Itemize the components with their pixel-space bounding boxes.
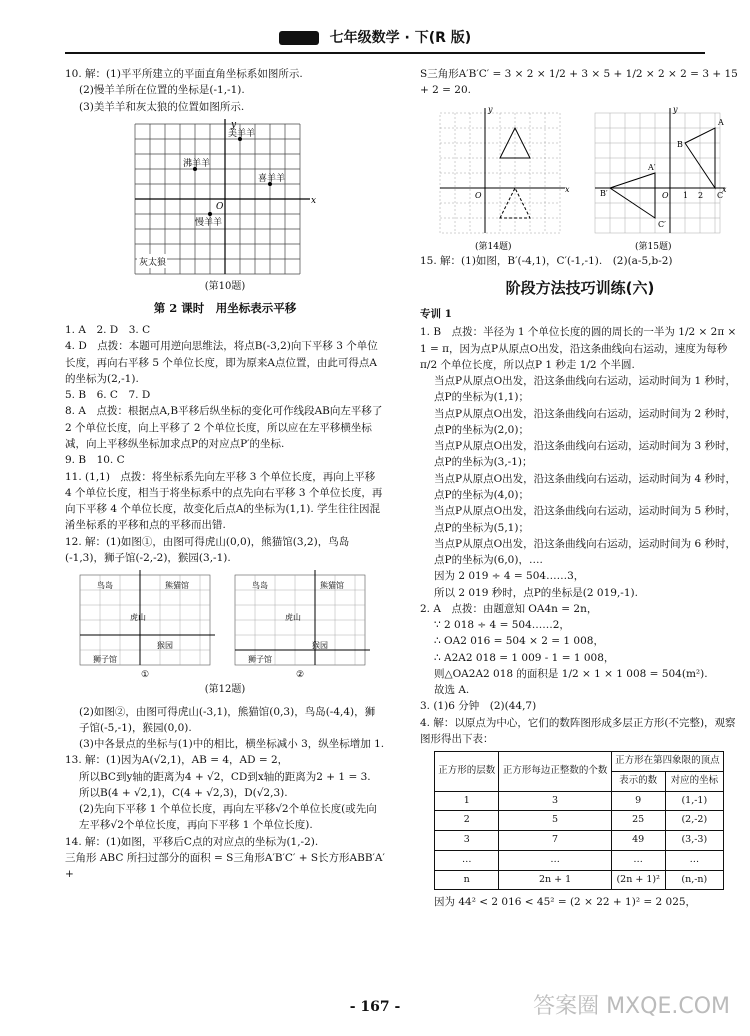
answer-line-9: 9. B 10. C <box>65 454 125 467</box>
figure-12-maps <box>75 570 375 680</box>
table-header-layers: 正方形的层数 <box>435 752 499 791</box>
fig15-y-label: y <box>673 104 678 114</box>
answer-line-12: 12. 解：(1)如图①，由图可得虎山(0,0)，熊猫馆(3,2)，鸟岛(-1,3)，狮子馆(-2,-2)，猴园(3,-1). <box>65 535 350 564</box>
q12-part-2: (2)如图②，由图可得虎山(-3,1)，熊猫馆(0,3)，鸟岛(-4,4)，狮子馆(-5,-1)，猴园(0,0). <box>79 705 376 734</box>
answer-line-8: 8. A 点拨：根据点A,B平移后纵坐标的变化可作线段AB向左平移了 2 个单位长度，向上平移了 2 个单位长度，所以应在左平移横坐标减，向上平移纵坐标加求点P的对应点P′的坐标. <box>65 405 383 450</box>
q2-line-0: 2. A 点拨：由题意知 OA4n = 2n， <box>420 602 598 615</box>
answer-line-11: 11. (1,1) 点拨：将坐标系先向左平移 3 个单位长度，再向上平移 4 个单位长度，相当于将坐标系中的点先向右平移 3 个单位长度，再向下平移 4 个单位长度，故变化后点A的坐标为(1,1). 学生往往因混淆坐标系的平移和点的平移而出错. <box>65 470 383 532</box>
q2-line-1: ∵ 2 018 ÷ 4 = 504……2， <box>434 619 570 632</box>
q13-line-1: 13. 解：(1)因为A(√2,1)，AB = 4，AD = 2， <box>65 754 289 767</box>
table-header-number: 表示的数 <box>611 771 665 791</box>
brand-logo-icon <box>279 31 319 45</box>
figure-12-caption: (第12题) <box>204 684 246 696</box>
fig15-tick-2: 2 <box>698 190 704 200</box>
q14-line-2: 三角形 ABC 所扫过部分的面积 = S三角形A′B′C′ + S长方形ABB′A′ + <box>65 851 385 881</box>
q14-formula: S三角形A′B′C′ = 3 × 2 × 1/2 + 3 × 5 + 1/2 × 2 × 2 = 3 + 15 + 2 = 20. <box>420 68 738 97</box>
fig12-a-niaodao: 鸟岛 <box>97 581 113 591</box>
q10-line-2: (2)慢羊羊所在位置的坐标是(-1,-1). <box>79 84 245 97</box>
right-column <box>420 66 740 911</box>
q3-answer: 3. (1)6 分钟 (2)(44,7) <box>420 700 537 713</box>
q2-line-5: 故选 A. <box>434 684 470 697</box>
q4-line-0: 4. 解：以原点为中心，它们的数阵图形成多层正方形(不完整)，观察图形得出下表： <box>420 716 736 745</box>
fig15-tick-1: 1 <box>683 190 689 200</box>
x-axis-label: x <box>311 195 317 206</box>
page-number: - 167 - <box>349 999 401 1015</box>
fig15-B-prime: B′ <box>600 188 608 198</box>
fig14-x-label: x <box>565 184 570 194</box>
q1-line-1: 当点P从原点O出发，沿这条曲线向右运动，运动时间为 1 秒时，点P的坐标为(1,1)； <box>434 375 737 404</box>
fig12-b-niaodao: 鸟岛 <box>252 581 268 591</box>
fig15-x-label: x <box>722 184 727 194</box>
table-header-count: 正方形每边正整数的个数 <box>499 752 611 791</box>
q10-line-1: 10. 解：(1)平平所建立的平面直角坐标系如图所示. <box>65 68 303 80</box>
q4-end: 因为 44² < 2 016 < 45² = (2 × 22 + 1)² = 2 025， <box>434 896 697 909</box>
table-header-coord: 对应的坐标 <box>665 771 723 791</box>
fig12-b-xiongmaoguan: 熊猫馆 <box>320 581 344 591</box>
figures-14-15 <box>430 103 730 253</box>
header-title: 七年级数学 · 下(R 版) <box>329 30 472 46</box>
table-row: n 2n + 1 (2n + 1)² (n,-n) <box>435 870 724 890</box>
q2-line-3: ∴ A2A2 018 = 1 009 - 1 = 1 008， <box>434 651 615 664</box>
q15-answer: 15. 解：(1)如图，B′(-4,1)，C′(-1,-1). (2)(a-5,b-2) <box>420 254 673 267</box>
q1-line-7: 因为 2 019 ÷ 4 = 504……3， <box>434 570 585 583</box>
fig14-origin: O <box>475 190 482 200</box>
figure-10-caption: (第10题) <box>204 280 246 292</box>
label-manyangyang: 慢羊羊 <box>195 217 223 228</box>
label-feiyangyang: 沸羊羊 <box>183 158 211 169</box>
section-title: 阶段方法技巧训练(六) <box>505 278 655 297</box>
figure-15-caption: (第15题) <box>635 241 672 252</box>
y-axis-label: y <box>231 119 237 130</box>
answer-line-5: 5. B 6. C 7. D <box>65 389 151 402</box>
q10-line-3: (3)美羊羊和灰太狼的位置如图所示. <box>79 100 245 113</box>
fig12-a-shiziguan: 狮子馆 <box>93 655 117 665</box>
fig15-A: A <box>718 117 724 127</box>
header-divider <box>65 52 705 54</box>
table-row: 3 7 49 (3,-3) <box>435 831 724 851</box>
layer-table <box>434 751 724 890</box>
q2-line-2: ∴ OA2 016 = 504 × 2 = 1 008， <box>434 635 604 648</box>
answer-line-1: 1. A 2. D 3. C <box>65 324 151 337</box>
table-row: 1 3 9 (1,-1) <box>435 791 724 811</box>
q13-line-2: 所以BC到y轴的距离为4 + √2，CD到x轴的距离为2 + 1 = 3. <box>79 770 371 783</box>
label-xiyangyang: 喜羊羊 <box>258 173 286 184</box>
table-row: 2 5 25 (2,-2) <box>435 811 724 831</box>
page-header <box>0 28 750 50</box>
q2-line-4: 则△OA2A2 018 的面积是 1/2 × 1 × 1 008 = 504(m²). <box>434 667 708 680</box>
q1-line-5: 当点P从原点O出发，沿这条曲线向右运动，运动时间为 5 秒时，点P的坐标为(5,1)； <box>434 505 737 534</box>
label-huitailang: 灰太狼 <box>139 257 167 268</box>
fig15-origin: O <box>662 190 669 200</box>
q1-line-8: 所以 2 019 秒时，点P的坐标是(2 019,-1). <box>434 586 638 599</box>
fig12-b-hushan: 虎山 <box>285 613 301 623</box>
q12-part-3: (3)中各景点的坐标与(1)中的相比，横坐标减小 3，纵坐标增加 1. <box>79 738 385 751</box>
fig15-B: B <box>677 139 683 149</box>
fig15-A-prime: A′ <box>648 162 656 172</box>
q13-line-3: 所以B(4 + √2,1)，C(4 + √2,3)，D(√2,3). <box>79 786 288 799</box>
fig12-a-hushan: 虎山 <box>130 613 146 623</box>
q13-line-4: (2)先向下平移 1 个单位长度，再向左平移√2个单位长度(或先向左平移√2个单位长度，再向下平移 1 个单位长度). <box>79 803 377 832</box>
q1-line-2: 当点P从原点O出发，沿这条曲线向右运动，运动时间为 2 秒时，点P的坐标为(2,0)； <box>434 407 737 436</box>
label-meiyangyang: 美羊羊 <box>228 128 256 139</box>
q1-line-3: 当点P从原点O出发，沿这条曲线向右运动，运动时间为 3 秒时，点P的坐标为(3,-1)； <box>434 440 737 469</box>
q1-line-0: 1. B 点拨：半径为 1 个单位长度的圆的周长的一半为 1/2 × 2π × 1 = π，因为点P从原点O出发，沿这条曲线向右运动，速度为每秒 π/2 个单位长度，所以点P 1 秒走 1/2 个半圆. <box>420 326 737 371</box>
fig12-b-shiziguan: 狮子馆 <box>248 655 272 665</box>
fig12-label-2: ② <box>296 670 305 681</box>
fig12-a-houyuan: 猴园 <box>157 641 173 651</box>
fig15-C: C <box>717 190 724 200</box>
section-2-title: 第 2 课时 用坐标表示平移 <box>153 301 297 316</box>
fig14-y-label: y <box>488 104 493 114</box>
q1-line-4: 当点P从原点O出发，沿这条曲线向右运动，运动时间为 4 秒时，点P的坐标为(4,0)； <box>434 472 737 501</box>
fig15-C-prime: C′ <box>658 219 666 229</box>
origin-label: O <box>216 201 224 212</box>
figure-10-grid <box>125 119 325 277</box>
table-row: … … … … <box>435 850 724 870</box>
figure-14-caption: (第14题) <box>475 241 512 252</box>
table-header-vertex: 正方形在第四象限的顶点 <box>611 752 723 772</box>
fig12-a-xiongmaoguan: 熊猫馆 <box>165 581 189 591</box>
answer-line-4: 4. D 点拨：本题可用逆向思维法，将点B(-3,2)向下平移 3 个单位长度，再向右平移 5 个单位长度，即为原来A点位置，由此可得点A的坐标为(2,-1). <box>65 340 378 385</box>
left-column <box>65 66 385 883</box>
q14-line-1: 14. 解：(1)如图，平移后C点的对应点的坐标为(1,-2). <box>65 835 319 848</box>
fig12-b-houyuan: 猴园 <box>312 641 328 651</box>
watermark: 答案圈 MXQE.COM <box>533 993 730 1019</box>
q1-line-6: 当点P从原点O出发，沿这条曲线向右运动，运动时间为 6 秒时，点P的坐标为(6,0)，…. <box>434 537 737 567</box>
fig12-label-1: ① <box>141 670 150 681</box>
subsection-title: 专训 1 <box>420 308 452 321</box>
